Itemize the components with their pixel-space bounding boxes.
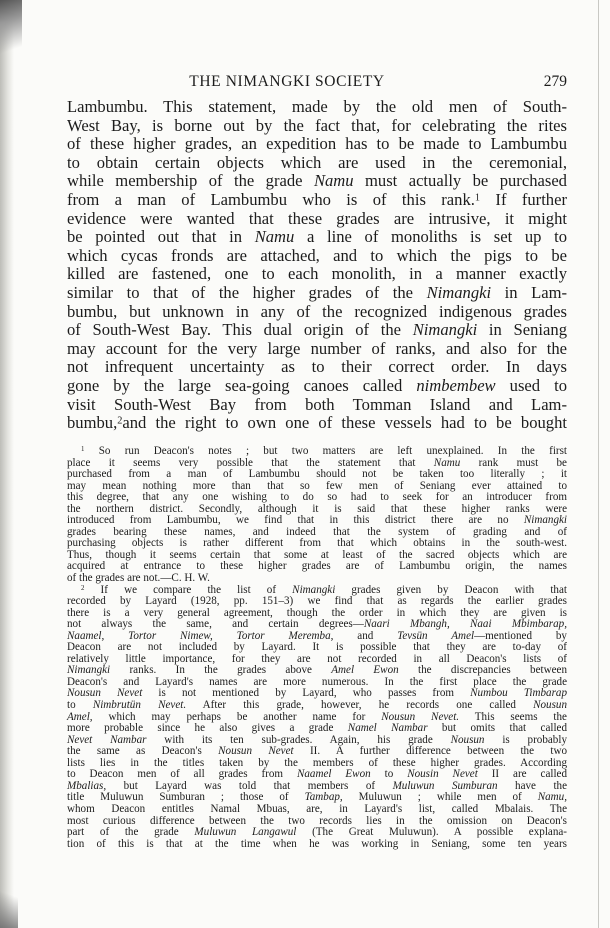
body-line [67, 358, 567, 377]
text-run: So run Deacon's notes ; but two matters are left unexplained. In the first [84, 445, 567, 457]
text-run: title Muluwun Sumburan ; those of [67, 791, 305, 804]
text-run: which cycas fronds are attached, and to which the pigs to be [67, 245, 567, 265]
text-run: introduced from Lambumbu, we find that in this district there are no [67, 514, 524, 527]
italic-term: Nousun Nevet. [381, 710, 460, 723]
body-line [67, 228, 567, 247]
body-line [67, 210, 567, 229]
italic-term: nimbembew [416, 375, 496, 395]
text-run: the discrepancies between [398, 664, 567, 677]
text-run: acquired at entrance to these higher grades are of Lambumbu origin, the names [67, 560, 567, 573]
text-run: the northern district. Secondly, although it is said that these higher ranks were [67, 502, 567, 515]
running-header [67, 72, 567, 92]
text-run: This seems the [459, 710, 567, 723]
text-run: in Seniang [477, 320, 567, 340]
italic-term: Nimangki [426, 282, 492, 302]
text-run: but Layard was told that members of [106, 779, 393, 792]
text-run: of South-West Bay. This dual origin of the [67, 320, 413, 340]
text-run: (The Great Muluwun). A possible explana- [296, 826, 567, 839]
text-run: purchasing objects is rather different from that which obtains in the south-west. [67, 537, 567, 550]
italic-term: Amel, [67, 710, 93, 723]
text-run: killed are fastened, one to each monolith, in a manner exactly [67, 264, 567, 284]
text-run: Deacon are not included by Layard. It is possible that they are to-day of [67, 641, 567, 654]
main-text [67, 98, 567, 433]
text-run: ranks. In the grades above [110, 664, 332, 677]
text-run: used to [495, 375, 567, 395]
text-run: of the grades are not.—C. H. W. [67, 572, 210, 585]
text-run: tion of this is that at the time when he was working in Seniang, some ten years [67, 837, 567, 850]
text-run: gone by the large sea-going canoes called [67, 375, 417, 395]
text-run: to Deacon men of all grades from [67, 768, 297, 781]
scan-shadow-left [0, 0, 14, 928]
text-run: evidence were wanted that these grades are intrusive, it might [67, 208, 567, 228]
italic-term: Nimangki [412, 320, 478, 340]
text-run: part of the grade [67, 826, 195, 839]
text-run: II. A further difference between the two [293, 745, 567, 758]
text-run: rank must be [460, 456, 567, 469]
text-run: lists lies in the titles taken by the members of these higher grades. According [67, 756, 567, 769]
italic-term: Namu [433, 456, 461, 469]
footnote-line [67, 839, 567, 851]
text-run: a line of monoliths is set up to [294, 227, 567, 247]
italic-term: Tambap, [304, 791, 343, 804]
text-run: from a man of Lambumbu who is of this rank. [67, 189, 475, 209]
body-line [67, 154, 567, 173]
text-run: —mentioned by [474, 629, 567, 642]
text-run: grades given by Deacon with that [335, 583, 567, 596]
body-line [67, 284, 567, 303]
text-run: and the right to own one of these vessels had to be bought [122, 413, 567, 433]
italic-term: Mbalias, [67, 779, 107, 792]
italic-term: Nousun [450, 733, 485, 746]
italic-term: Naari Mbangh, Naai Mbimbarap, [363, 618, 567, 631]
italic-term: Nousun Nevet [218, 745, 294, 758]
running-title: THE NIMANGKI SOCIETY [189, 73, 385, 90]
body-line [67, 172, 567, 191]
text-run: but omits that called [427, 722, 568, 735]
body-line [67, 247, 567, 266]
text-run: of these higher grades, an expedition has to be made to Lambumbu [67, 134, 567, 154]
text-run: to obtain certain objects which are used in the ceremonial, [67, 152, 567, 172]
text-run: Deacon's and Layard's names are more numerous. In the first place the grade [67, 675, 567, 688]
scan-corner-top [0, 0, 22, 60]
italic-term: Muluwun Langawul [194, 826, 297, 839]
text-run: have the [497, 779, 568, 792]
italic-term: Namu [313, 171, 354, 191]
italic-term: Nousin Nevet [407, 768, 478, 781]
text-run: more probable since he also gives a grade [67, 722, 348, 735]
text-run: this degree, that any one wishing to do so had to seek for an introducer from [67, 491, 567, 504]
text-run: in Lam- [491, 282, 567, 302]
footnote-marker: 1 [474, 192, 481, 204]
text-run: If further [480, 189, 567, 209]
text-run: recorded by Layard (1928, pp. 151–3) we find that as regards the earlier grades [67, 595, 567, 608]
scan-corner-bottom [0, 888, 18, 928]
text-run: not infrequent uncertainty as to their correct order. In days [67, 357, 567, 377]
text-run: bumbu, [67, 413, 118, 433]
footnote-marker: 2 [117, 415, 123, 427]
text-run: the same as Deacon's [67, 745, 219, 758]
text-run: not always the same, and certain degrees— [67, 618, 364, 631]
text-run: to [67, 699, 93, 712]
footnote-marker: 1 [81, 445, 85, 453]
text-run: with its ten sub-grades. Again, his grade [146, 733, 451, 746]
italic-term: Nousun [533, 699, 567, 712]
text-run: may account for the very large number of ranks, and also for the [67, 338, 567, 358]
text-run: grades bearing these names, and indeed that the system of grading and of [67, 525, 567, 538]
page-number: 279 [543, 73, 567, 90]
text-run: If we compare the list of [84, 583, 293, 596]
scan-edge-right [598, 0, 599, 928]
text-run: relatively little importance, for they are not recorded in all Deacon's lists of [67, 652, 567, 665]
body-line [67, 321, 567, 340]
text-run: most curious difference between the two records lies in the omission on Deacon's [67, 814, 567, 827]
text-run: whom Deacon entitles Namal Mbuas, are, in Layard's list, called Mbalais. The [67, 802, 567, 815]
text-run: bumbu, but unknown in any of the recognized indigenous grades [67, 301, 567, 321]
italic-term: Tevsün Amel [397, 629, 475, 642]
footnotes [67, 446, 567, 850]
text-run: visit South-West Bay from both Tomman Island and Lam- [67, 394, 567, 414]
italic-term: Nevet Nambar [67, 733, 147, 746]
text-run: Thus, though it seems certain that some at least of the sacred objects which are [67, 548, 567, 561]
text-run: is probably [484, 733, 567, 746]
body-line [67, 414, 567, 433]
body-line [67, 396, 567, 415]
text-run: Muluwun ; while men of [342, 791, 538, 804]
text-run: is not mentioned by Layard, who passes from [142, 687, 471, 700]
text-run: be pointed out that in [67, 227, 255, 247]
italic-term: Amel Ewon [331, 664, 399, 677]
text-run: place it seems very possible that the statement that [67, 456, 434, 469]
italic-term: Nimangki [67, 664, 111, 677]
text-run: must actually be purchased [353, 171, 567, 191]
italic-term: Namu [254, 227, 295, 247]
body-line [67, 98, 567, 117]
body-line [67, 265, 567, 284]
text-run: purchased from a man of Lambumbu should not be taken too literally ; it [67, 468, 567, 481]
body-line [67, 303, 567, 322]
text-run: II are called [477, 768, 568, 781]
text-run: similar to that of the higher grades of the [67, 282, 427, 302]
italic-term: Muluwun Sumburan [392, 779, 498, 792]
text-run: After this grade, however, he records one called [186, 699, 534, 712]
italic-term: Nimangki [292, 583, 336, 596]
italic-term: Nousun Nevet [67, 687, 143, 700]
italic-term: Naamel Ewon [296, 768, 371, 781]
text-run: to [370, 768, 408, 781]
italic-term: Nimangki [523, 514, 567, 527]
body-line [67, 191, 567, 210]
text-run: may mean nothing more than that so few men of Seniang ever attained to [67, 479, 567, 492]
text-run: there is a very general agreement, though the order in which they are given is [67, 606, 567, 619]
body-line [67, 117, 567, 136]
italic-term: Numbou Timbarap [470, 687, 568, 700]
text-run: while membership of the grade [67, 171, 314, 191]
italic-term: Namel Nambar [347, 722, 428, 735]
text-run: Lambumbu. This statement, made by the old men of South- [67, 97, 567, 116]
text-run: and [333, 629, 398, 642]
italic-term: Nimbrutün Nevet. [92, 699, 187, 712]
italic-term: Naamel, Tortor Nimew, Tortor Meremba, [67, 629, 334, 642]
text-run: West Bay, is borne out by the fact that, for celebrating the rites [67, 115, 567, 135]
footnote-marker: 2 [81, 584, 85, 592]
body-line [67, 377, 567, 396]
text-run: which may perhaps be another name for [92, 710, 382, 723]
italic-term: Namu, [537, 791, 567, 804]
body-line [67, 135, 567, 154]
body-line [67, 340, 567, 359]
